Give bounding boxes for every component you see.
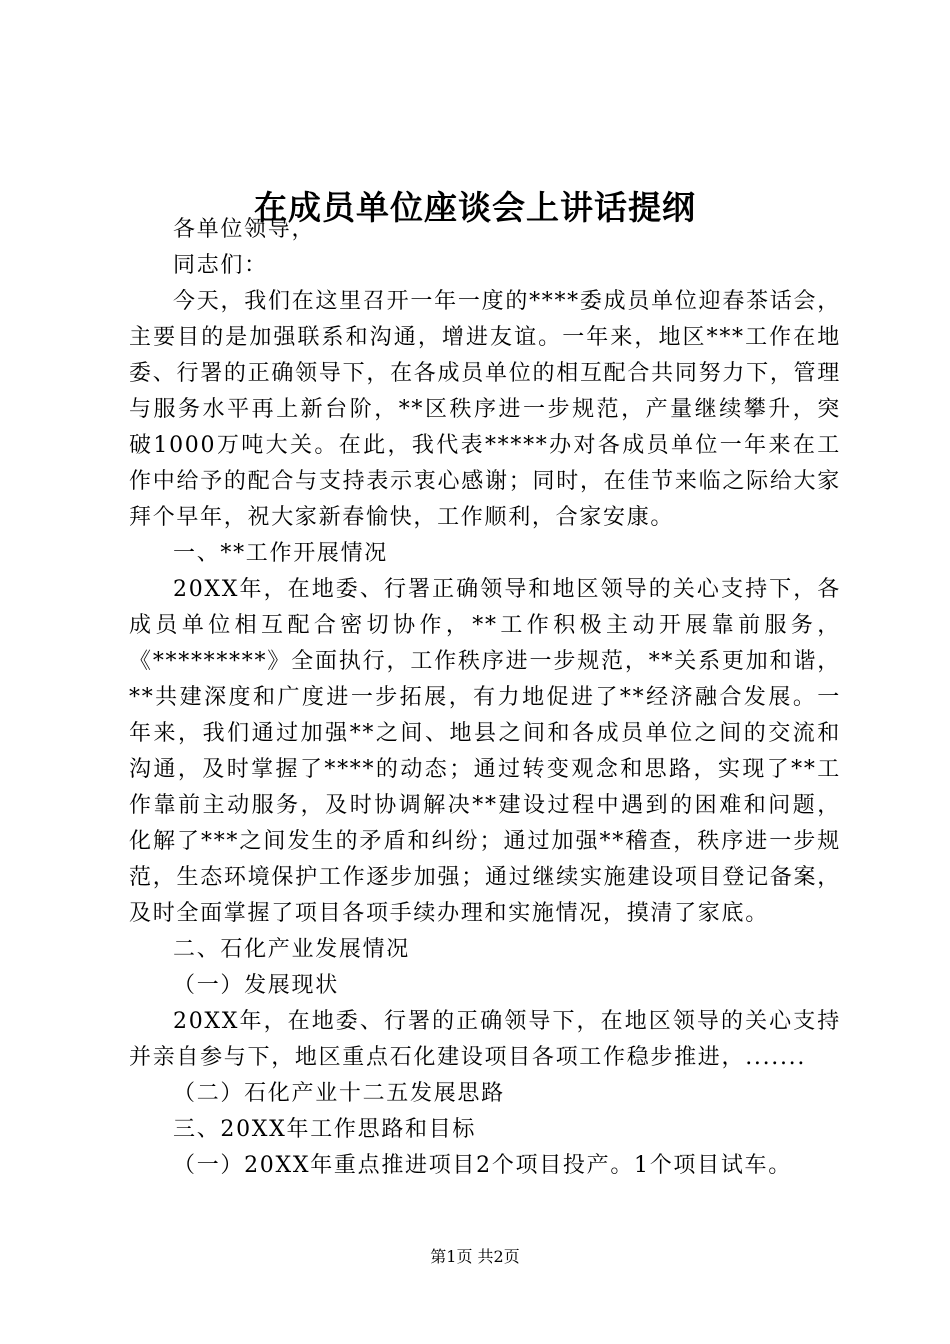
document-title: 在成员单位座谈会上讲话提纲	[254, 188, 696, 227]
section-heading-1: 一、**工作开展情况	[173, 541, 389, 566]
paragraph-petrochem-status: 20XX年，在地委、行署的正确领导下，在地区领导的关心支持并亲自参与下，地区重点石化建设项目各项工作稳步推进，.......	[129, 1009, 841, 1070]
salutation-comrades: 同志们：	[173, 253, 268, 278]
paragraph-work-summary: 20XX年，在地委、行署正确领导和地区领导的关心支持下，各成员单位相互配合密切协作，**工作积极主动开展靠前服务，《*********》全面执行，工作秩序进一步规范，**关系更加和谐，**共建深度和广度进一步拓展，有力地促进了**经济融合发展。一年来，我们通过加强**之间、地县之间和各成员单位之间的交流和沟通，及时掌握了****的动态；通过转变观念和思路，实现了**工作靠前主动服务，及时协调解决**建设过程中遇到的困难和问题，化解了***之间发生的矛盾和纠纷；通过加强**稽查，秩序进一步规范，生态环境保护工作逐步加强；通过继续实施建设项目登记备案，及时全面掌握了项目各项手续办理和实施情况，摸清了家底。	[129, 577, 841, 926]
paragraph-opening: 今天，我们在这里召开一年一度的****委成员单位迎春茶话会，主要目的是加强联系和沟通，增进友谊。一年来，地区***工作在地委、行署的正确领导下，在各成员单位的相互配合共同努力下，管理与服务水平再上新台阶，**区秩序进一步规范，产量继续攀升，突破1000万吨大关。在此，我代表*****办对各成员单位一年来在工作中给予的配合与支持表示衷心感谢；同时，在佳节来临之际给大家拜个早年，祝大家新春愉快，工作顺利，合家安康。	[129, 289, 841, 530]
subsection-heading-3-1: （一）20XX年重点推进项目2个项目投产。1个项目试车。	[173, 1153, 792, 1178]
section-heading-3: 三、20XX年工作思路和目标	[173, 1117, 477, 1142]
subsection-heading-2-1: （一）发展现状	[173, 973, 339, 998]
salutation-leaders: 各单位领导，	[173, 217, 316, 242]
section-heading-2: 二、石化产业发展情况	[173, 937, 411, 962]
subsection-heading-2-2: （二）石化产业十二五发展思路	[173, 1081, 505, 1106]
page-number-footer: 第1页 共2页	[430, 1247, 520, 1266]
document-body	[129, 212, 841, 1184]
